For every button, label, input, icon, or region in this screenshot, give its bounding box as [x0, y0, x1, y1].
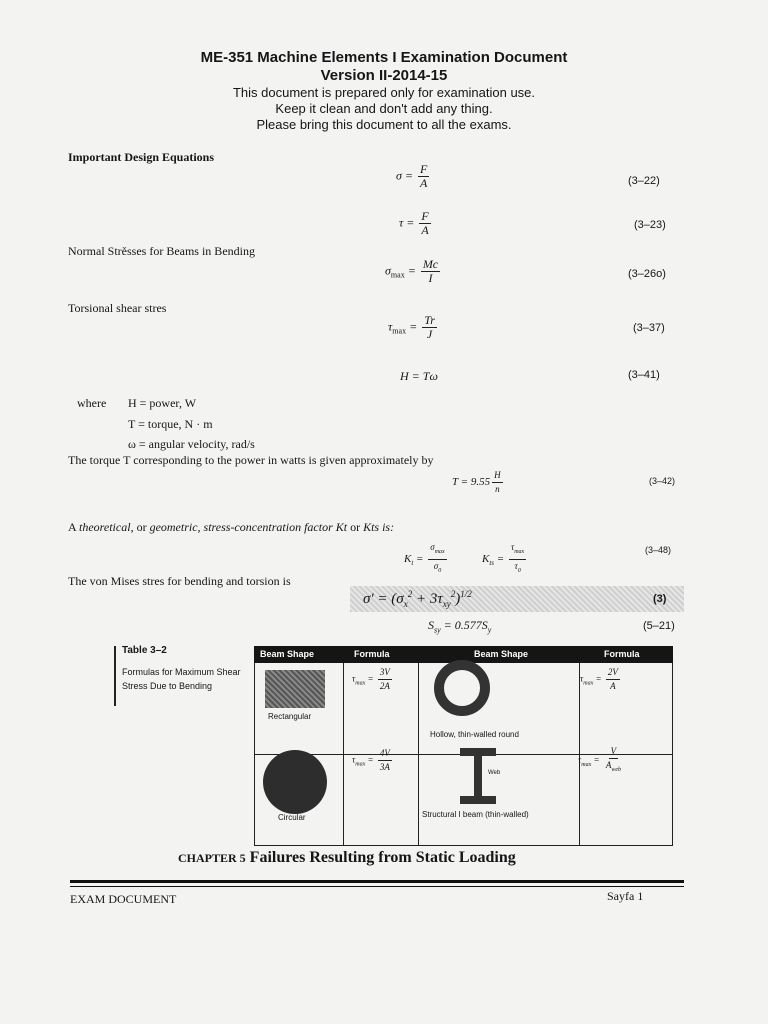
footer-page: Sayfa 1 — [607, 889, 644, 903]
footer-rule-thin — [70, 886, 684, 887]
chapter-prefix: CHAPTER 5 — [178, 851, 246, 865]
equation-number: (3–26o) — [628, 268, 666, 280]
formula-rectangular: $\tau_{max}$ = $\frac{3V}{2A}$ — [352, 667, 390, 691]
equation-torsional-stress: $\tau_{max}$ = $\frac{Tr}{J}$ — [388, 313, 435, 341]
equation-number: (3–37) — [633, 322, 665, 334]
equation-number: (3–41) — [628, 369, 660, 381]
web-label: Web — [488, 770, 501, 776]
formula-hollow-round: $\tau_{max}$ = $\frac{2V}{A}$ — [580, 667, 618, 691]
equation-shear-stress: τ = $\frac{F}{A}$ — [399, 209, 429, 237]
shape-label: Rectangular — [268, 712, 312, 721]
table-header: Beam Shape — [474, 649, 529, 659]
equation-bending-stress: $\sigma_{max}$ = $\frac{Mc}{I}$ — [385, 257, 439, 285]
footer-rule-thick — [70, 880, 684, 883]
section-torsional: Torsional shear stres — [68, 301, 167, 315]
shape-label: Hollow, thin-walled round — [430, 730, 519, 739]
document-title: ME-351 Machine Elements I Examination Document — [200, 49, 568, 66]
shape-label: Circular — [278, 813, 306, 822]
torque-intro: The torque T corresponding to the power in watts is given approximately by — [68, 453, 434, 467]
equation-shear-strength: $S_{sy} = 0.577S_y$ — [428, 618, 492, 635]
equation-number: (5–21) — [643, 620, 675, 632]
table-caption-text: Formulas for Maximum Shear Stress Due to Bending — [122, 667, 241, 691]
formula-i-beam: $\tau_{max}$ = $\frac{V}{A_{web}}$ — [578, 746, 621, 773]
document-version: Version II-2014-15 — [320, 67, 448, 84]
i-beam-web — [474, 756, 482, 796]
equation-torque: T = 9.55 $\frac{H}{n}$ — [452, 470, 501, 494]
kt-intro: A theoretical, or geometric, stress-concentration factor Kt or Kts is: — [68, 520, 395, 534]
table-header: Formula — [604, 649, 640, 659]
i-beam-bottom-flange — [460, 796, 496, 804]
chapter-heading — [178, 849, 516, 867]
where-item: ω = angular velocity, rad/s — [128, 437, 255, 451]
von-mises-intro: The von Mises stres for bending and torsion is — [68, 574, 291, 588]
section-important-equations: Important Design Equations — [68, 150, 215, 164]
shape-label: Structural I beam (thin-walled) — [422, 810, 529, 819]
chapter-title: Failures Resulting from Static Loading — [249, 849, 516, 866]
caption-rule — [114, 646, 116, 706]
where-item: H = power, W — [128, 396, 197, 410]
equation-kt: $K_t$ = $\frac{\sigma_{max}}{\sigma_0}$ — [404, 542, 445, 574]
footer-left: EXAM DOCUMENT — [70, 892, 177, 906]
equation-number: (3–23) — [634, 219, 666, 231]
note-line-1: This document is prepared only for examination use. — [232, 85, 536, 100]
circular-section-shape — [263, 750, 327, 814]
table-header: Formula — [354, 649, 390, 659]
equation-von-mises: $\sigma' = (\sigma_x^2 + 3\tau_{xy}^2)^{1/2}$ — [363, 589, 472, 609]
hollow-round-shape — [434, 660, 490, 716]
where-item: T = torque, N · m — [128, 417, 213, 431]
equation-number: (3) — [653, 593, 667, 605]
section-normal-beams: Normal Strěsses for Beams in Bending — [68, 244, 255, 258]
table-caption-title: Table 3–2 — [122, 645, 167, 656]
rectangular-section-shape — [265, 670, 325, 708]
equation-number: (3–48) — [645, 545, 672, 555]
equation-kts: $K_{ts}$ = $\frac{\tau_{max}}{\tau_0}$ — [482, 542, 525, 574]
equation-normal-stress: σ = $\frac{F}{A}$ — [396, 162, 428, 190]
formula-circular: $\tau_{max}$ = $\frac{4V}{3A}$ — [352, 748, 390, 772]
note-line-2: Keep it clean and don't add any thing. — [275, 101, 493, 116]
table-header: Beam Shape — [260, 649, 315, 659]
where-label: where — [77, 396, 107, 410]
equation-power: H = Tω — [400, 369, 438, 383]
equation-number: (3–42) — [649, 476, 676, 486]
i-beam-top-flange — [460, 748, 496, 756]
note-line-3: Please bring this document to all the exams. — [256, 117, 512, 132]
equation-number: (3–22) — [628, 175, 660, 187]
